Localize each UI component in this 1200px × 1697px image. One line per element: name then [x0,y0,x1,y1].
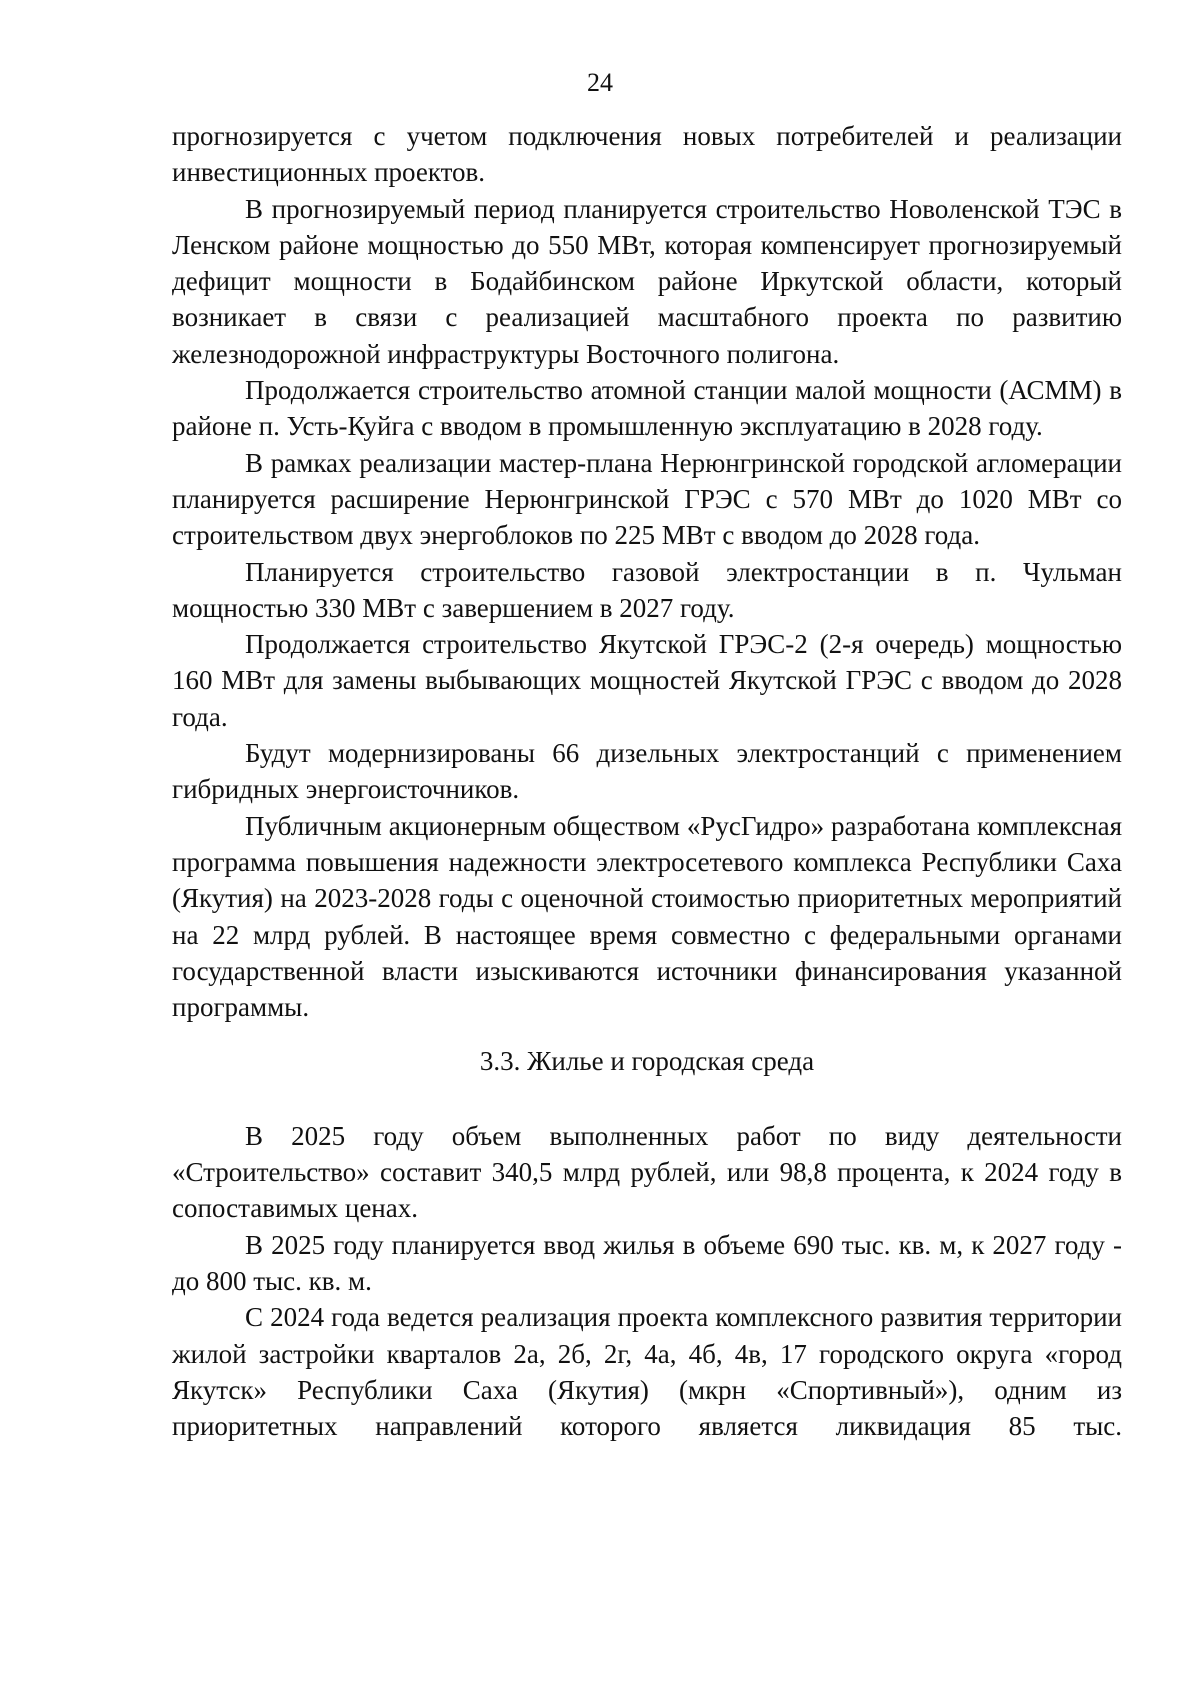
document-body [172,118,1122,1444]
paragraph-housing-commissioning: В 2025 году планируется ввод жилья в объеме 690 тыс. кв. м, к 2027 году - до 800 тыс. кв. м. [172,1229,1122,1296]
paragraph-neryungri-gres: В рамках реализации мастер-плана Нерюнгринской городской агломерации планируется расширение Нерюнгринской ГРЭС с 570 МВт до 1020 МВт со строительством двух энергоблоков по 225 МВт с вводом до 2028 года. [172,447,1122,551]
section-heading: 3.3. Жилье и городская среда [479,1046,815,1077]
paragraph-asmm: Продолжается строительство атомной станции малой мощности (АСММ) в районе п. Усть-Куйга с вводом в промышленную эксплуатацию в 2028 году. [172,375,1122,442]
paragraph-continuation: прогнозируется с учетом подключения новых потребителей и реализации инвестиционных проектов. [172,121,1122,188]
paragraph-rushydro-program: Публичным акционерным обществом «РусГидро» разработана комплексная программа повышения надежности электросетевого комплекса Республики Саха (Якутия) на 2023-2028 годы с оценочной стоимостью приоритетных мероприятий на 22 млрд рублей. В настоящее время совместно с федеральными органами государственной власти изыскиваются источники финансирования указанной программы. [172,810,1122,1023]
paragraph-novolenskaya-tes: В прогнозируемый период планируется строительство Новоленской ТЭС в Ленском районе мощностью до 550 МВт, которая компенсирует прогнозируемый дефицит мощности в Бодайбинском районе Иркутской области, который возникает в связи с реализацией масштабного проекта по развитию железнодорожной инфраструктуры Восточного полигона. [172,193,1122,369]
paragraph-sportivny-project: С 2024 года ведется реализация проекта комплексного развития территории жилой застройки кварталов 2а, 2б, 2г, 4а, 4б, 4в, 17 городского округа «город Якутск» Республики Саха (Якутия) (мкрн «Спортивный»), одним из приоритетных направлений которого является ликвидация 85 тыс. [172,1302,1122,1442]
paragraph-diesel-stations: Будут модернизированы 66 дизельных электростанций с применением гибридных энергоисточников. [172,738,1122,805]
paragraph-yakutsk-gres-2: Продолжается строительство Якутской ГРЭС-2 (2-я очередь) мощностью 160 МВт для замены выбывающих мощностей Якутской ГРЭС с вводом до 2028 года. [172,629,1122,732]
paragraph-chulman-station: Планируется строительство газовой электростанции в п. Чульман мощностью 330 МВт с завершением в 2027 году. [172,556,1122,623]
paragraph-construction-volume: В 2025 году объем выполненных работ по виду деятельности «Строительство» составит 340,5 млрд рублей, или 98,8 процента, к 2024 году в сопоставимых ценах. [172,1120,1122,1224]
page-number: 24 [587,68,613,97]
